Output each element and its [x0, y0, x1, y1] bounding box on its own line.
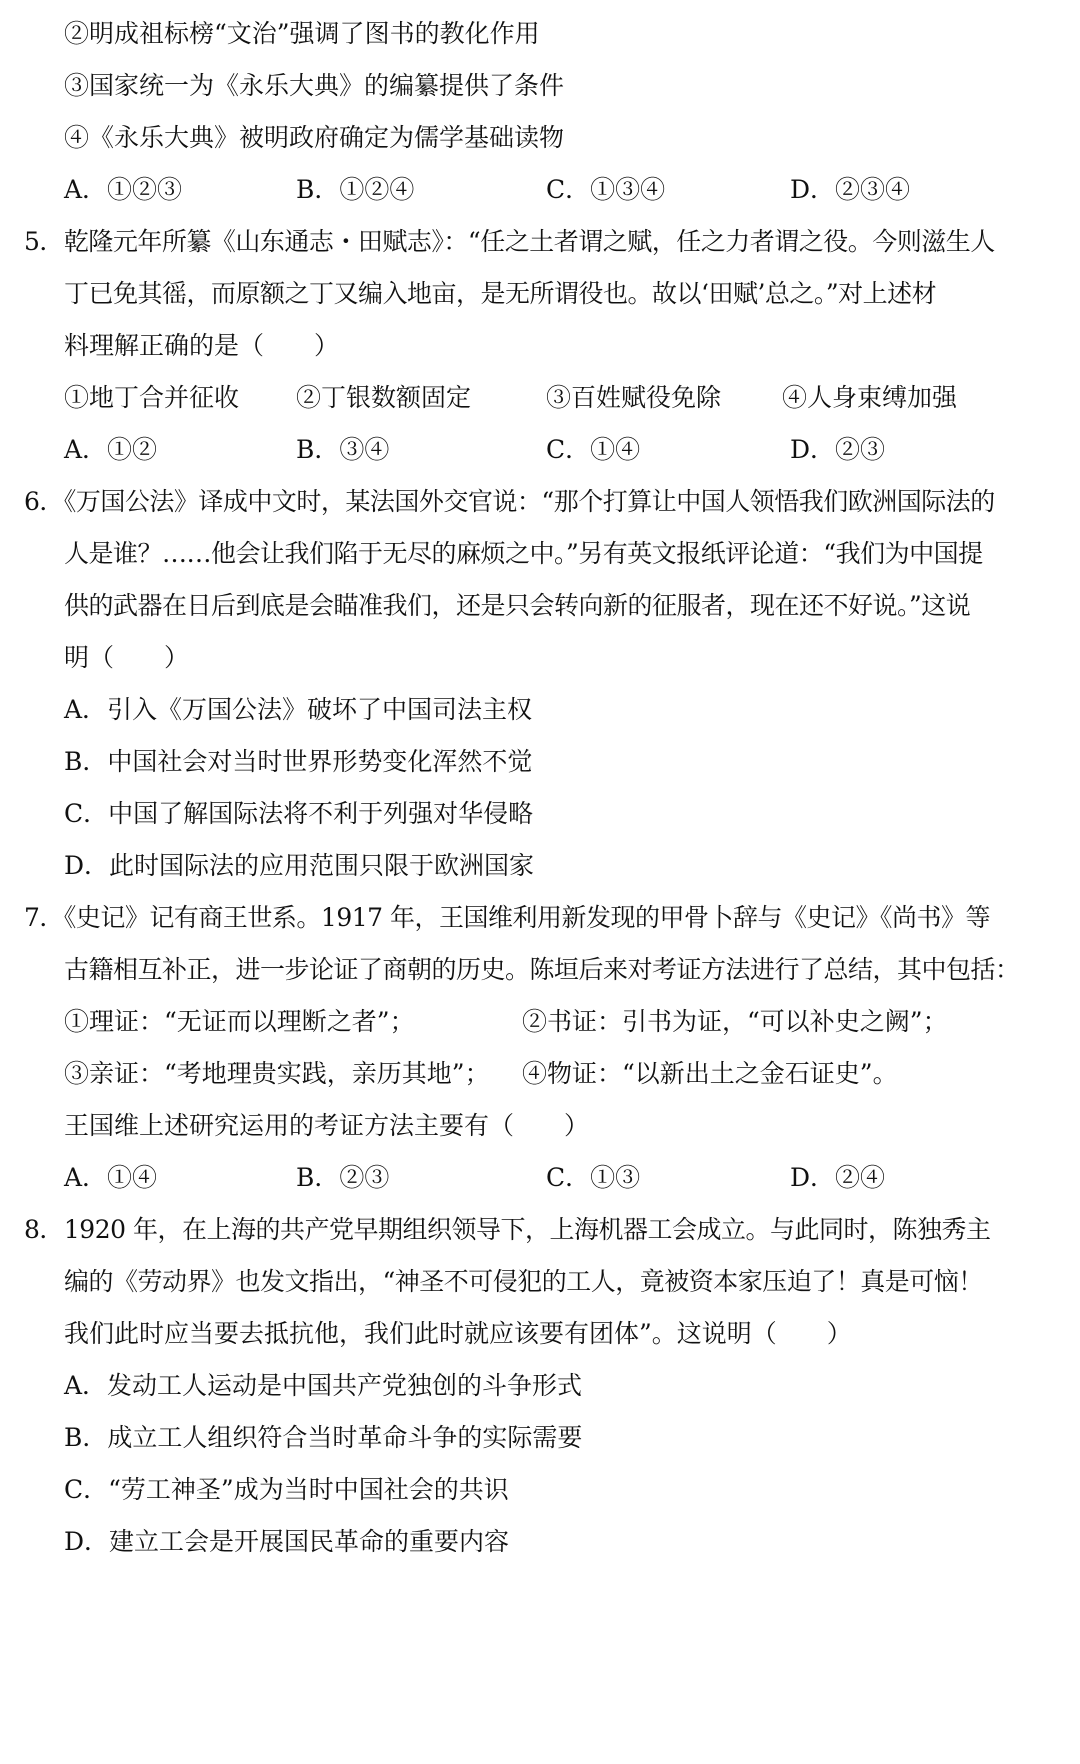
q5-option-c: C．①④ [546, 435, 641, 464]
q5-statement-2: ②丁银数额固定 [296, 383, 472, 412]
q8-option-b: B．成立工人组织符合当时革命斗争的实际需要 [64, 1423, 583, 1452]
q4-option-b: B．①②④ [296, 175, 415, 204]
q4-statement-4: ④《永乐大典》被明政府确定为儒学基础读物 [64, 123, 565, 152]
q4-option-c: C．①③④ [546, 175, 666, 204]
q8-option-d: D．建立工会是开展国民革命的重要内容 [64, 1527, 510, 1556]
q6-option-c: C．中国了解国际法将不利于列强对华侵略 [64, 799, 534, 828]
q7-option-b: B．②③ [296, 1163, 390, 1192]
q5-stem-line-2: 丁已免其徭，而原额之丁又编入地亩，是无所谓役也。故以‘田赋’总之。”对上述材 [64, 279, 937, 308]
q7-option-c: C．①③ [546, 1163, 641, 1192]
q6-option-d: D．此时国际法的应用范围只限于欧洲国家 [64, 851, 535, 880]
q8-stem-line-1: 8．1920 年，在上海的共产党早期组织领导下，上海机器工会成立。与此同时，陈独秀主 [24, 1215, 991, 1244]
q8-stem-line-3: 我们此时应当要去抵抗他，我们此时就应该要有团体”。这说明（ ） [64, 1319, 852, 1348]
q6-stem-line-1: 6．《万国公法》译成中文时，某法国外交官说：“那个打算让中国人领悟我们欧洲国际法的 [24, 487, 995, 516]
q6-stem-line-3: 供的武器在日后到底是会瞄准我们，还是只会转向新的征服者，现在还不好说。”这说 [64, 591, 971, 620]
q5-statement-1: ①地丁合并征收 [64, 383, 240, 412]
q5-statement-4: ④人身束缚加强 [782, 383, 958, 412]
q7-option-a: A．①④ [64, 1163, 158, 1192]
q5-option-b: B．③④ [296, 435, 390, 464]
q7-stem-line-1: 7．《史记》记有商王世系。1917 年，王国维利用新发现的甲骨卜辞与《史记》《尚书》等 [24, 903, 990, 932]
q7-statement-3: ③亲证：“考地理贵实践，亲历其地”； [64, 1059, 490, 1088]
q6-option-b: B．中国社会对当时世界形势变化浑然不觉 [64, 747, 533, 776]
q7-stem-line-5: 王国维上述研究运用的考证方法主要有（ ） [64, 1111, 590, 1140]
q7-statement-4: ④物证：“以新出土之金石证史”。 [522, 1059, 898, 1088]
q5-stem-line-3: 料理解正确的是（ ） [64, 331, 340, 360]
q6-stem-line-4: 明（ ） [64, 643, 190, 672]
q5-option-a: A．①② [64, 435, 158, 464]
q4-statement-2: ②明成祖标榜“文治”强调了图书的教化作用 [64, 19, 540, 48]
q8-stem-line-2: 编的《劳动界》也发文指出，“神圣不可侵犯的工人，竟被资本家压迫了！真是可恼！ [64, 1267, 983, 1296]
q5-option-d: D．②③ [790, 435, 886, 464]
q8-option-c: C．“劳工神圣”成为当时中国社会的共识 [64, 1475, 509, 1504]
q6-stem-line-2: 人是谁？……他会让我们陷于无尽的麻烦之中。”另有英文报纸评论道：“我们为中国提 [64, 539, 983, 568]
q6-option-a: A．引入《万国公法》破坏了中国司法主权 [64, 695, 533, 724]
q4-statement-3: ③国家统一为《永乐大典》的编纂提供了条件 [64, 71, 565, 100]
q4-option-a: A．①②③ [64, 175, 183, 204]
q7-option-d: D．②④ [790, 1163, 886, 1192]
q8-option-a: A．发动工人运动是中国共产党独创的斗争形式 [64, 1371, 583, 1400]
q7-statement-2: ②书证：引书为证，“可以补史之阙”； [522, 1007, 948, 1036]
q5-stem-line-1: 5．乾隆元年所纂《山东通志・田赋志》：“任之土者谓之赋，任之力者谓之役。今则滋生人 [24, 227, 995, 256]
q7-statement-1: ①理证：“无证而以理断之者”； [64, 1007, 415, 1036]
q7-stem-line-2: 古籍相互补正，进一步论证了商朝的历史。陈垣后来对考证方法进行了总结，其中包括： [64, 955, 1020, 984]
q4-option-d: D．②③④ [790, 175, 911, 204]
q5-statement-3: ③百姓赋役免除 [546, 383, 722, 412]
